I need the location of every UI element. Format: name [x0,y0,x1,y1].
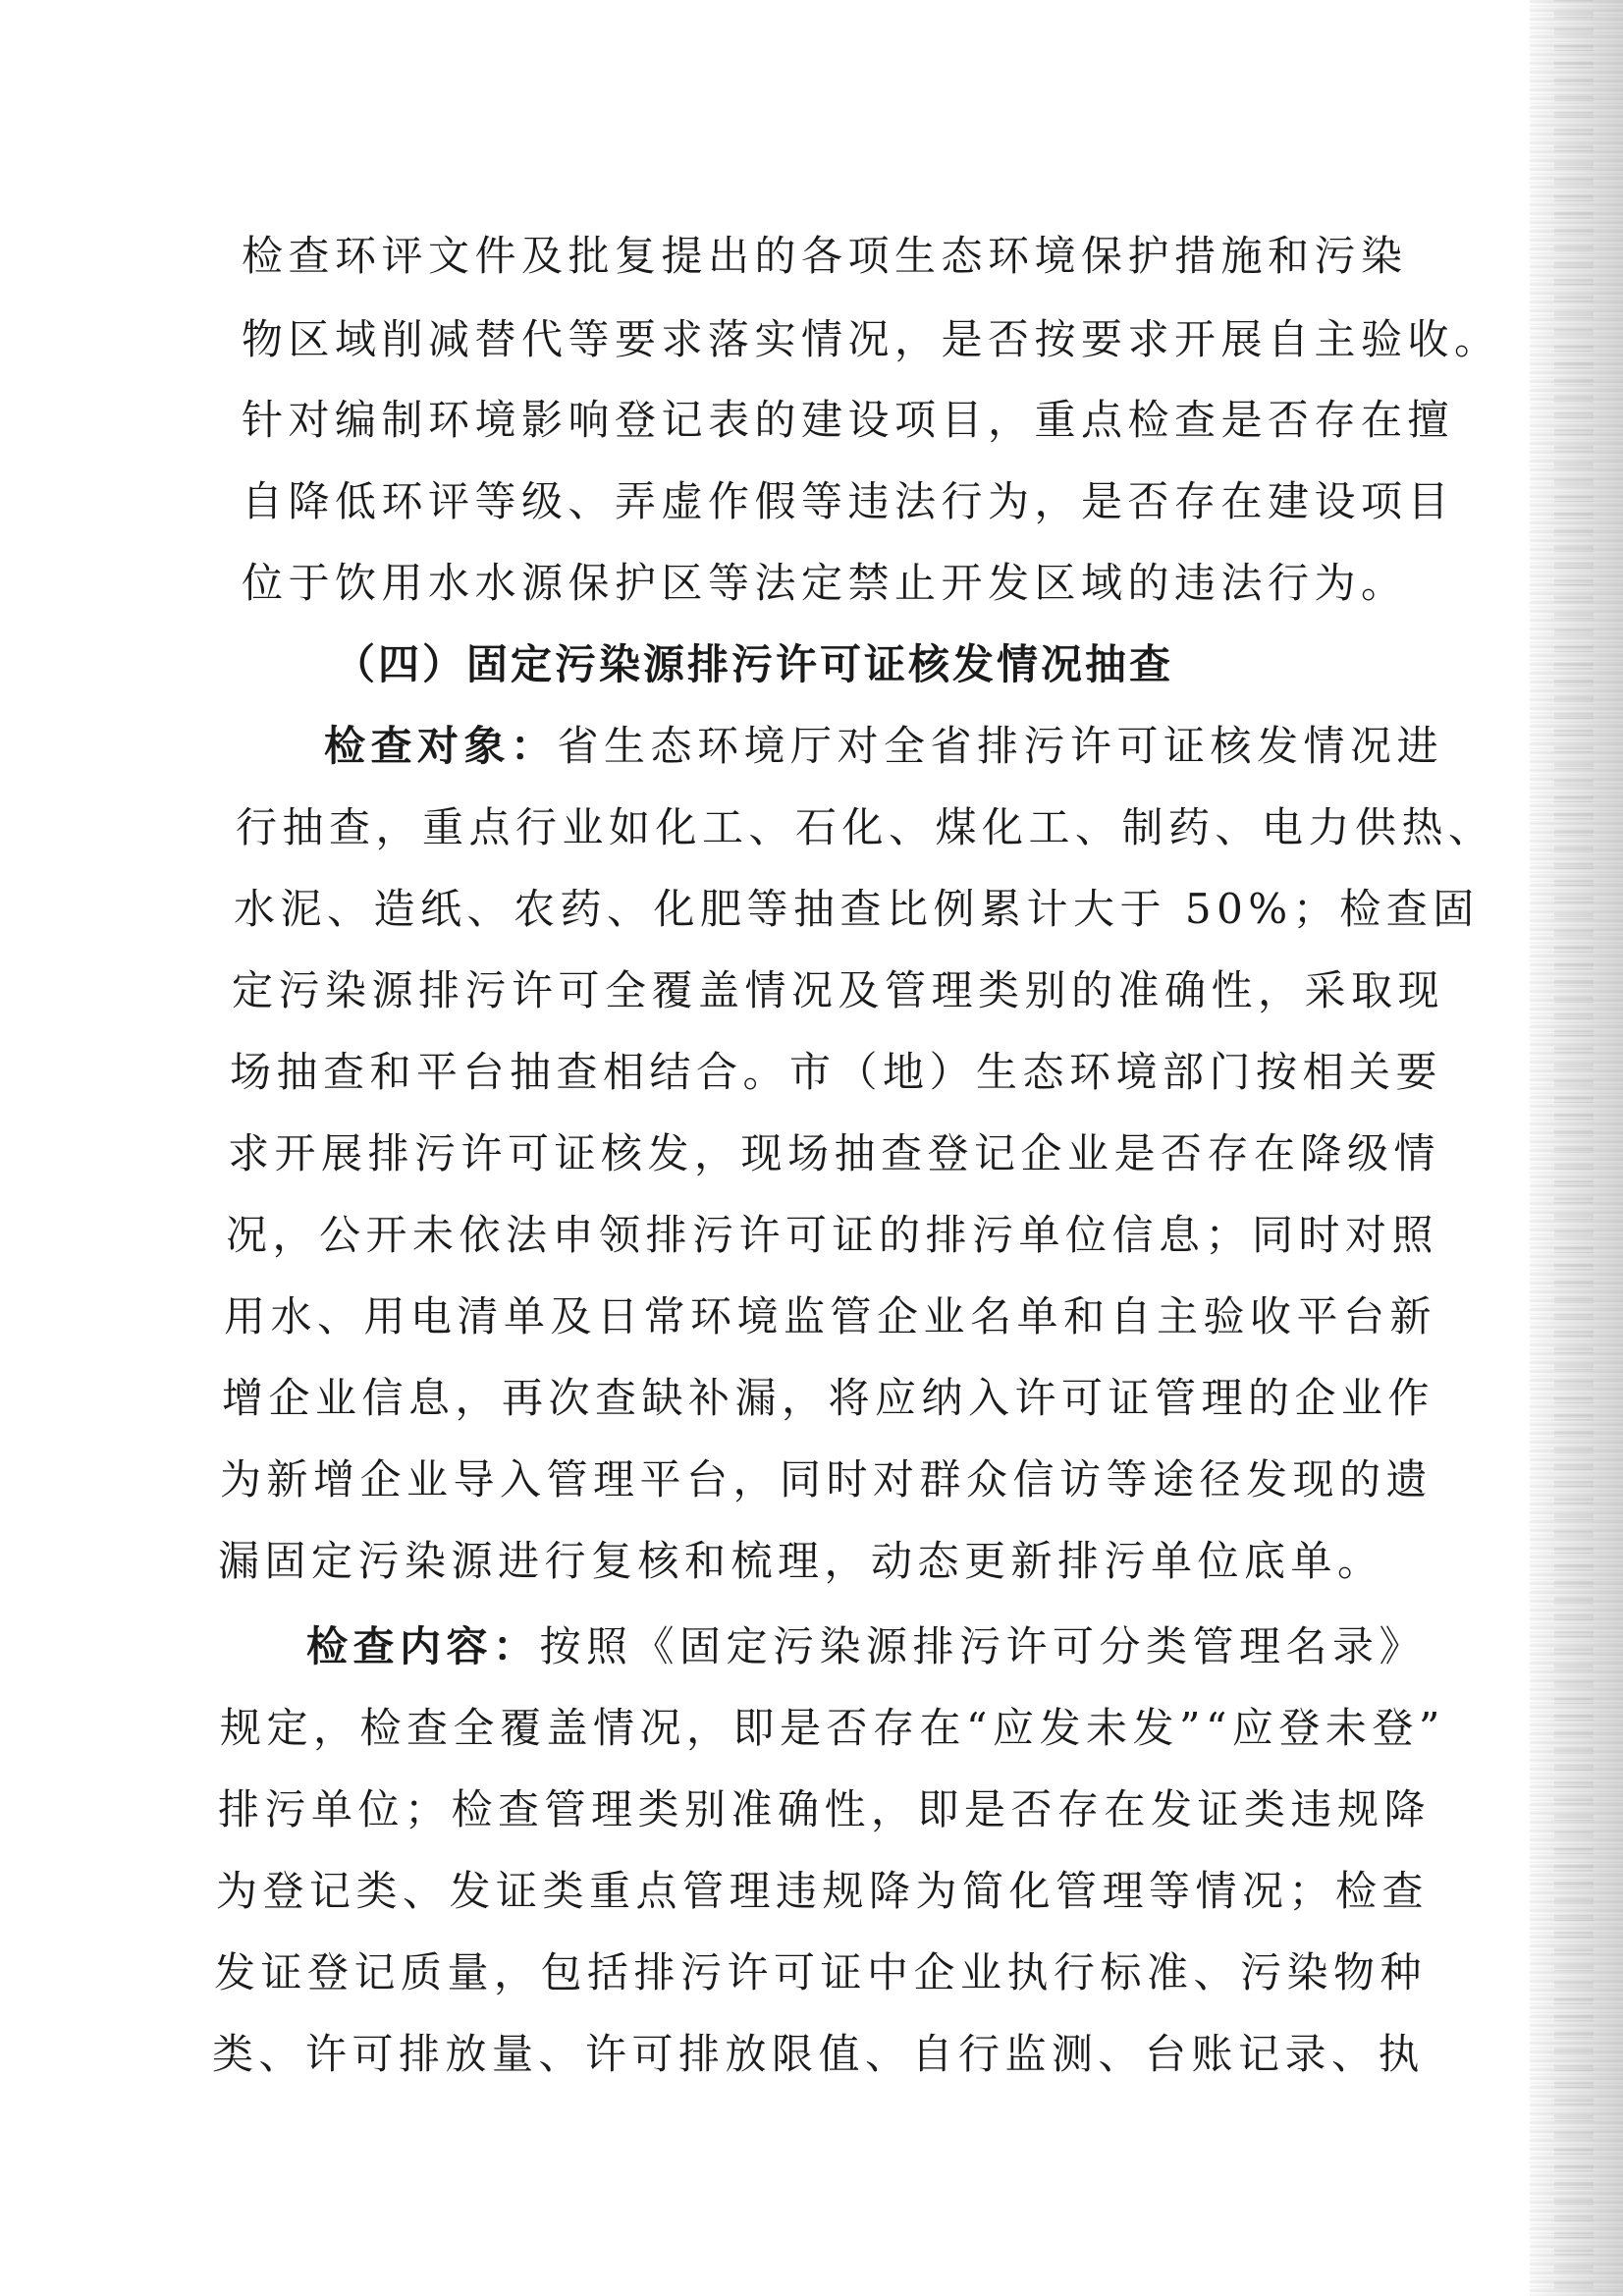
object-line-3: 水泥、造纸、农药、化肥等抽查比例累计大于 50%；检查固 [234,885,1480,933]
body-line-1: 检查环评文件及批复提出的各项生态环境保护措施和污染 [242,232,1408,280]
content-label: 检查内容： [306,1622,540,1670]
object-line-6: 求开展排污许可证核发，现场抽查登记企业是否存在降级情 [228,1129,1441,1177]
body-line-5: 位于饮用水水源保护区等法定禁止开发区域的违法行为。 [242,559,1408,607]
object-line-11: 漏固定污染源进行复核和梳理，动态更新排污单位底单。 [218,1537,1384,1585]
body-line-4: 自降低环评等级、弄虚作假等违法行为，是否存在建设项目 [242,477,1455,525]
object-line-10: 为新增企业导入管理平台，同时对群众信访等途径发现的遗 [220,1455,1434,1503]
content-line-5: 发证登记质量，包括排污许可证中企业执行标准、污染物种 [214,1948,1428,1996]
body-line-2: 物区域削减替代等要求落实情况，是否按要求开展自主验收。 [242,315,1501,363]
content-line-2: 规定，检查全覆盖情况，即是否存在“应发未发”“应登未登” [220,1704,1445,1752]
content-line-3: 排污单位；检查管理类别准确性，即是否存在发证类违规降 [218,1785,1432,1833]
scan-edge-noise [1554,0,1594,2296]
object-line-2: 行抽查，重点行业如化工、石化、煤化工、制药、电力供热、 [236,803,1495,851]
content-line-4: 为登记类、发证类重点管理违规降为简化管理等情况；检查 [216,1867,1430,1915]
object-line-4: 定污染源排污许可全覆盖情况及管理类别的准确性，采取现 [232,966,1445,1014]
object-line-7: 况，公开未依法申领排污许可证的排污单位信息；同时对照 [226,1211,1439,1259]
object-line-5: 场抽查和平台抽查相结合。市（地）生态环境部门按相关要 [230,1048,1443,1096]
content-line-1: 按照《固定污染源排污许可分类管理名录》 [539,1622,1427,1670]
object-line-8: 用水、用电清单及日常环境监管企业名单和自主验收平台新 [224,1292,1437,1340]
content-line-6: 类、许可排放量、许可排放限值、自行监测、台账记录、执 [212,2030,1426,2078]
section-heading: （四）固定污染源排污许可证核发情况抽查 [334,640,1174,688]
object-line-9: 增企业信息，再次查缺补漏，将应纳入许可证管理的企业作 [222,1374,1435,1422]
object-line-1: 省生态环境厅对全省排污许可证核发情况进 [557,722,1444,770]
object-label: 检查对象： [324,722,558,770]
body-line-3: 针对编制环境影响登记表的建设项目，重点检查是否存在擅 [242,396,1455,444]
object-paragraph-first-line [324,717,1443,776]
content-paragraph-first-line [306,1617,1426,1676]
